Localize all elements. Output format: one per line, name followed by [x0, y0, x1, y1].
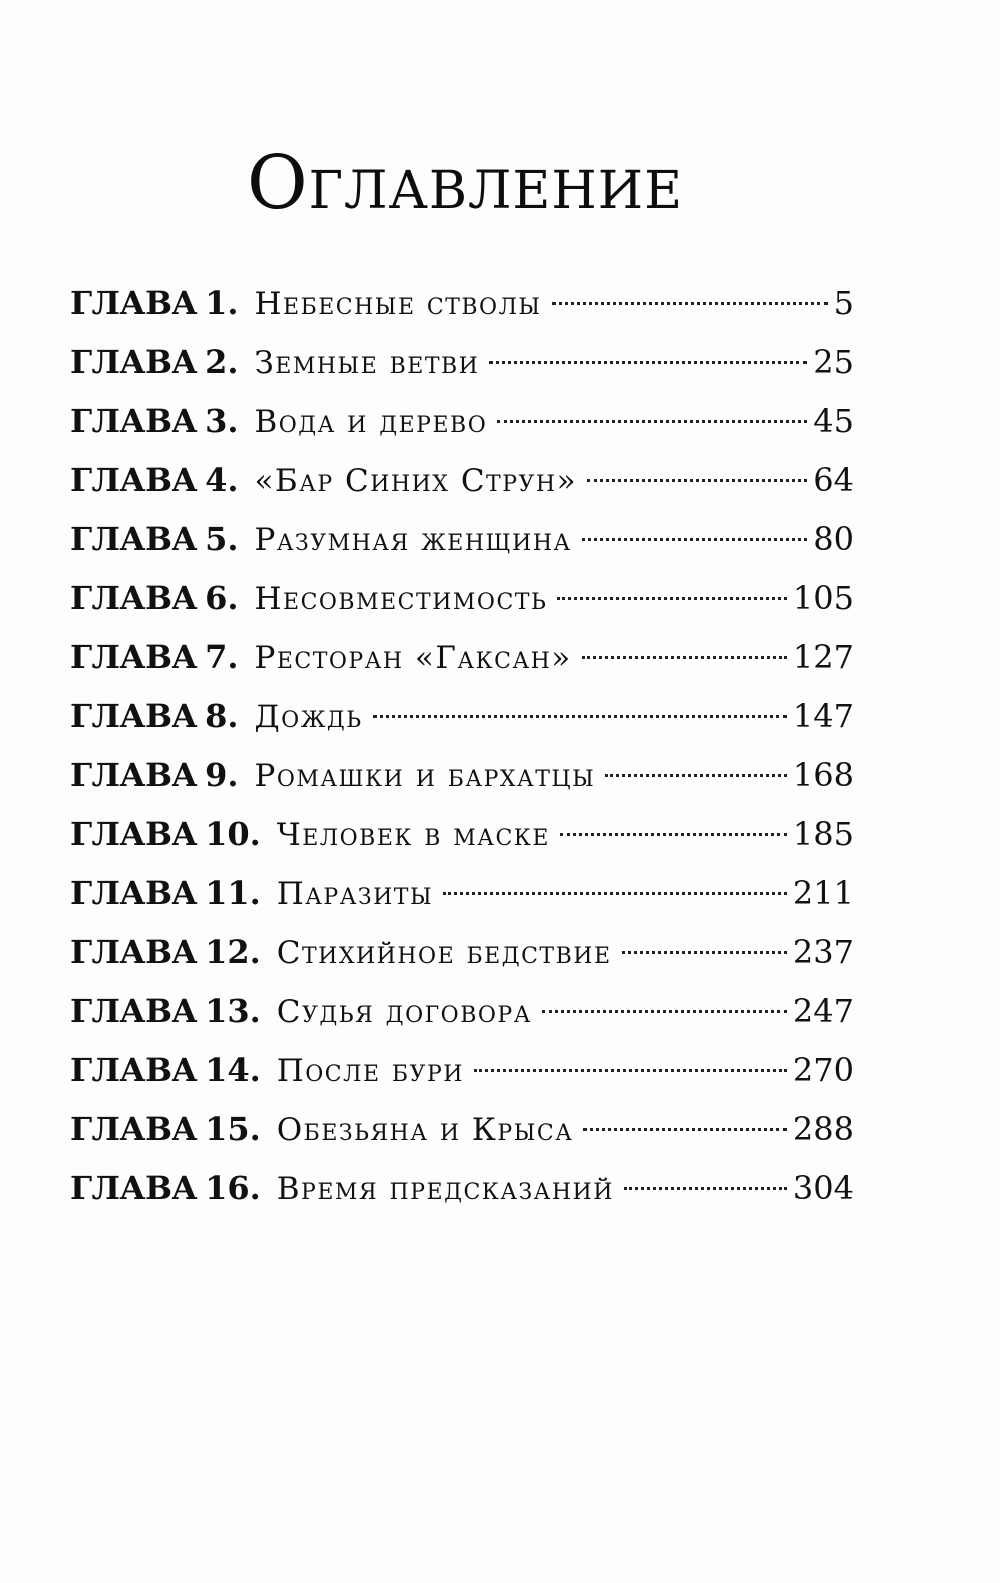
chapter-title: Судья договора [276, 994, 532, 1030]
chapter-title: Земные ветви [254, 345, 480, 381]
dot-leader [587, 479, 807, 482]
toc-entry[interactable] [70, 333, 854, 392]
chapter-label: ГЛАВА [70, 992, 198, 1030]
chapter-title: Ресторан «Гаксан» [254, 640, 572, 676]
dot-leader [489, 361, 807, 364]
chapter-page-number: 185 [792, 815, 854, 853]
chapter-number: 16. [205, 1169, 261, 1207]
toc-entry[interactable] [70, 1159, 854, 1218]
table-of-contents [70, 274, 854, 1218]
chapter-title: Время предсказаний [276, 1171, 614, 1207]
chapter-page-number: 247 [792, 992, 854, 1030]
dot-leader [605, 774, 787, 777]
toc-entry[interactable] [70, 864, 854, 923]
chapter-title: Обезьяна и Крыса [276, 1112, 574, 1148]
toc-entry[interactable] [70, 1041, 854, 1100]
chapter-page-number: 168 [792, 756, 854, 794]
toc-entry[interactable] [70, 569, 854, 628]
chapter-number: 4. [205, 461, 239, 499]
chapter-label: ГЛАВА [70, 874, 198, 912]
chapter-page-number: 211 [792, 874, 854, 912]
chapter-number: 8. [205, 697, 239, 735]
chapter-page-number: 80 [813, 520, 854, 558]
dot-leader [552, 302, 828, 305]
dot-leader [373, 715, 787, 718]
dot-leader [583, 1128, 787, 1131]
chapter-number: 2. [205, 343, 239, 381]
dot-leader [474, 1069, 787, 1072]
chapter-title: Вода и дерево [254, 404, 488, 440]
chapter-page-number: 64 [813, 461, 854, 499]
chapter-number: 15. [205, 1110, 261, 1148]
chapter-label: ГЛАВА [70, 1110, 198, 1148]
chapter-label: ГЛАВА [70, 343, 198, 381]
chapter-title: После бури [276, 1053, 464, 1089]
toc-entry[interactable] [70, 982, 854, 1041]
chapter-number: 3. [205, 402, 239, 440]
chapter-title: Паразиты [276, 876, 434, 912]
chapter-title: Разумная женщина [254, 522, 572, 558]
toc-entry[interactable] [70, 274, 854, 333]
chapter-number: 1. [205, 284, 239, 322]
dot-leader [542, 1010, 787, 1013]
chapter-label: ГЛАВА [70, 815, 198, 853]
dot-leader [582, 538, 808, 541]
chapter-label: ГЛАВА [70, 402, 198, 440]
chapter-number: 11. [205, 874, 261, 912]
chapter-page-number: 270 [792, 1051, 854, 1089]
chapter-number: 9. [205, 756, 239, 794]
toc-entry[interactable] [70, 392, 854, 451]
chapter-title: Ромашки и бархатцы [254, 758, 596, 794]
chapter-label: ГЛАВА [70, 697, 198, 735]
dot-leader [443, 892, 787, 895]
toc-entry[interactable] [70, 1100, 854, 1159]
chapter-number: 14. [205, 1051, 261, 1089]
chapter-title: Небесные стволы [254, 286, 542, 322]
chapter-title: Несовместимость [254, 581, 548, 617]
chapter-page-number: 127 [792, 638, 854, 676]
chapter-label: ГЛАВА [70, 638, 198, 676]
chapter-title: Стихийное бедствие [276, 935, 612, 971]
chapter-number: 7. [205, 638, 239, 676]
chapter-page-number: 237 [792, 933, 854, 971]
dot-leader [557, 597, 787, 600]
chapter-number: 13. [205, 992, 261, 1030]
chapter-label: ГЛАВА [70, 756, 198, 794]
dot-leader [497, 420, 807, 423]
chapter-number: 12. [205, 933, 261, 971]
chapter-label: ГЛАВА [70, 461, 198, 499]
toc-entry[interactable] [70, 510, 854, 569]
chapter-label: ГЛАВА [70, 579, 198, 617]
dot-leader [560, 833, 787, 836]
dot-leader [624, 1187, 787, 1190]
chapter-page-number: 147 [792, 697, 854, 735]
chapter-title: Дождь [254, 699, 363, 735]
chapter-page-number: 45 [813, 402, 854, 440]
chapter-label: ГЛАВА [70, 1051, 198, 1089]
toc-entry[interactable] [70, 687, 854, 746]
chapter-page-number: 304 [792, 1169, 854, 1207]
dot-leader [622, 951, 787, 954]
chapter-label: ГЛАВА [70, 284, 198, 322]
chapter-page-number: 25 [813, 343, 854, 381]
chapter-label: ГЛАВА [70, 520, 198, 558]
toc-entry[interactable] [70, 805, 854, 864]
chapter-page-number: 105 [792, 579, 854, 617]
toc-entry[interactable] [70, 923, 854, 982]
chapter-label: ГЛАВА [70, 1169, 198, 1207]
chapter-number: 6. [205, 579, 239, 617]
chapter-label: ГЛАВА [70, 933, 198, 971]
chapter-page-number: 288 [792, 1110, 854, 1148]
chapter-number: 10. [205, 815, 261, 853]
dot-leader [582, 656, 787, 659]
toc-entry[interactable] [70, 451, 854, 510]
page-title: Оглавление [246, 139, 684, 226]
toc-entry[interactable] [70, 746, 854, 805]
chapter-page-number: 5 [833, 284, 854, 322]
chapter-title: Человек в маске [276, 817, 550, 853]
toc-entry[interactable] [70, 628, 854, 687]
chapter-title: «Бар Синих Струн» [254, 463, 578, 499]
chapter-number: 5. [205, 520, 239, 558]
